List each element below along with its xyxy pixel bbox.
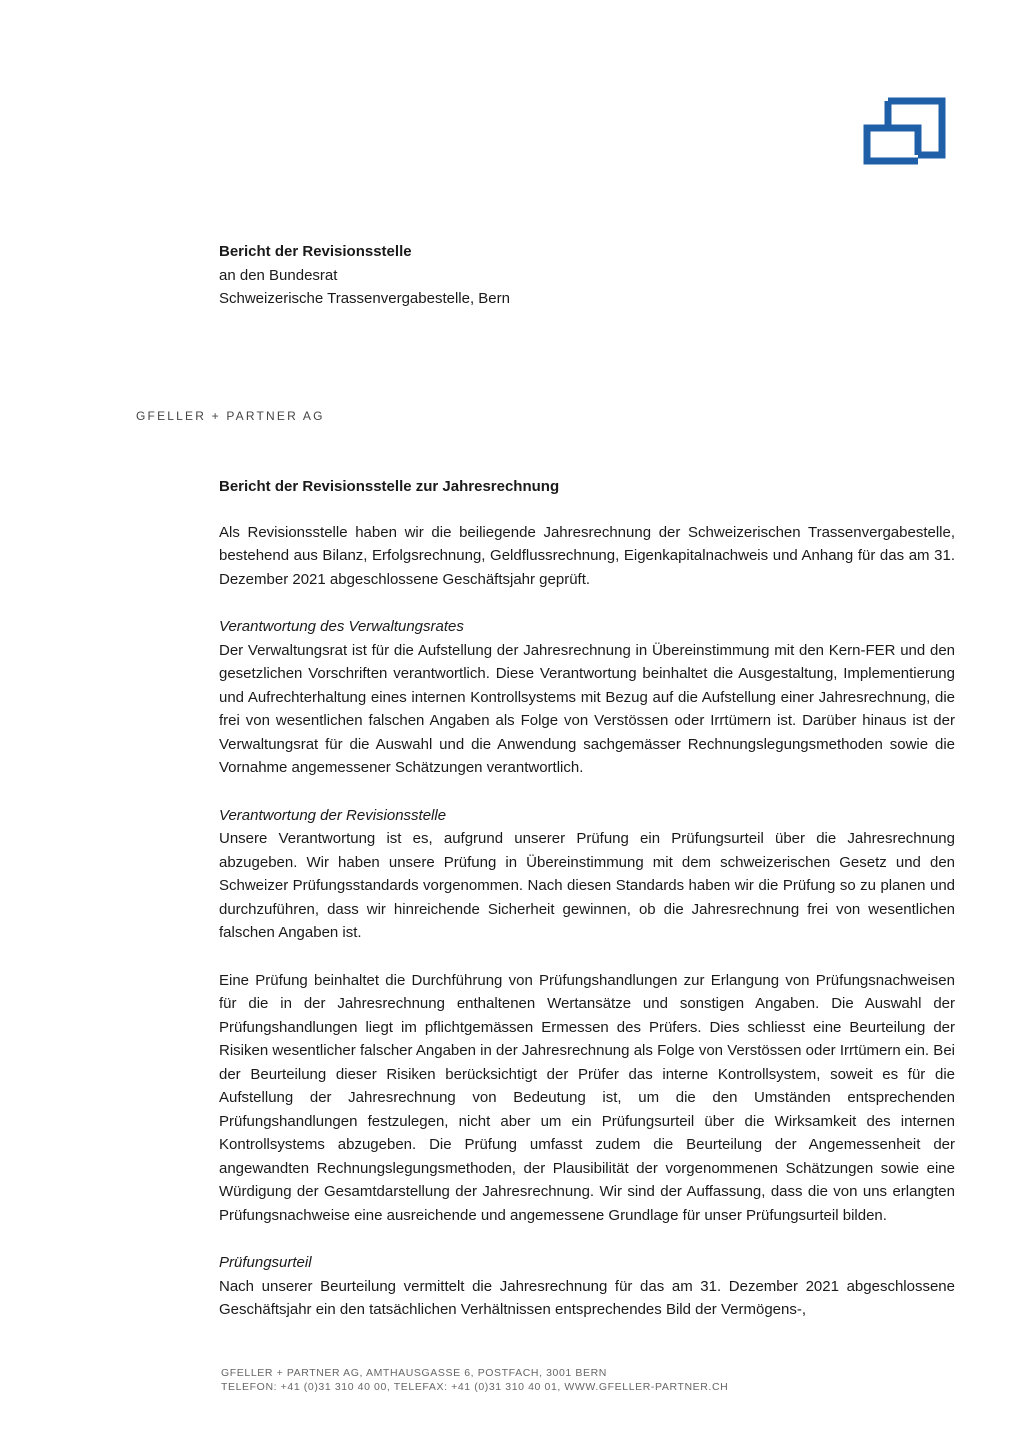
report-title: Bericht der Revisionsstelle zur Jahresrechnung xyxy=(219,478,560,495)
section-text-verwaltungsrat: Der Verwaltungsrat ist für die Aufstellung der Jahresrechnung in Übereinstimmung mit den Kern-FER und den gesetzlichen Vorschriften verantwortlich. Diese Verantwortung beinhaltet die Ausgestaltung, Implementierung und Aufrechterhaltung eines internen Kontrollsystems mit Bezug auf die Aufstellung einer Jahresrechnung, die frei von wesentlichen falschen Angaben als Folge von Verstössen oder Irrtümern ist. Darüber hinaus ist der Verwaltungsrat für die Auswahl und die Anwendung sachgemässer Rechnungslegungsmethoden sowie die Vornahme angemessener Schätzungen verantwortlich. xyxy=(219,641,955,776)
section-text-pruefung: Eine Prüfung beinhaltet die Durchführung von Prüfungshandlungen zur Erlangung von Prüfungsnachweisen für die in der Jahresrechnung enthaltenen Wertansätze und sonstigen Angaben. Die Auswahl der Prüfungshandlungen liegt im pflichtgemässen Ermessen des Prüfers. Dies schliesst eine Beurteilung der Risiken wesentlicher falscher Angaben in der Jahresrechnung als Folge von Verstössen oder Irrtümern ein. Bei der Beurteilung dieser Risiken berücksichtigt der Prüfer das interne Kontrollsystem, soweit es für die Aufstellung der Jahresrechnung von Bedeutung ist, um die den Umständen entsprechenden Prüfungshandlungen festzulegen, nicht aber um ein Prüfungsurteil über die Wirksamkeit des internen Kontrollsystems abzugeben. Die Prüfung umfasst zudem die Beurteilung der Angemessenheit der angewandten Rechnungslegungsmethoden, der Plausibilität der vorgenommenen Schätzungen sowie eine Würdigung der Gesamtdarstellung der Jahresrechnung. Wir sind der Auffassung, dass die von uns erlangten Prüfungsnachweise eine ausreichende und angemessene Grundlage für unser Prüfungsurteil bilden. xyxy=(219,971,955,1224)
page-footer xyxy=(221,1366,728,1394)
address-line-title: Bericht der Revisionsstelle xyxy=(219,243,412,260)
section-heading-revisionsstelle: Verantwortung der Revisionsstelle xyxy=(219,806,447,824)
company-wordmark: GFELLER + PARTNER AG xyxy=(136,409,325,423)
footer-address: GFELLER + PARTNER AG, AMTHAUSGASSE 6, POSTFACH, 3001 BERN xyxy=(221,1367,607,1379)
section-text-pruefungsurteil: Nach unserer Beurteilung vermittelt die Jahresrechnung für das am 31. Dezember 2021 abgeschlossene Geschäftsjahr ein den tatsächlichen Verhältnissen entsprechendes Bild der Vermögens-, xyxy=(219,1277,955,1318)
section-heading-verwaltungsrat: Verantwortung des Verwaltungsrates xyxy=(219,618,464,635)
address-line-recipient: an den Bundesrat xyxy=(219,266,338,284)
recipient-address xyxy=(219,240,510,311)
section-text-revisionsstelle: Unsere Verantwortung ist es, aufgrund unserer Prüfung ein Prüfungsurteil über die Jahresrechnung abzugeben. Wir haben unsere Prüfung in Übereinstimmung mit dem schweizerischen Gesetz und den Schweizer Prüfungsstandards vorgenommen. Nach diesen Standards haben wir die Prüfung so zu planen und durchzuführen, dass wir hinreichende Sicherheit gewinnen, ob die Jahresrechnung frei von wesentlichen falschen Angaben ist. xyxy=(219,830,955,941)
address-line-entity: Schweizerische Trassenvergabestelle, Bern xyxy=(219,290,510,307)
gfeller-partner-logo-icon xyxy=(862,96,948,166)
section-heading-pruefungsurteil: Prüfungsurteil xyxy=(219,1254,312,1271)
report-body xyxy=(219,475,955,1322)
footer-contact: TELEFON: +41 (0)31 310 40 00, TELEFAX: +41 (0)31 310 40 01, WWW.GFELLER-PARTNER.CH xyxy=(221,1381,729,1393)
intro-paragraph: Als Revisionsstelle haben wir die beiliegende Jahresrechnung der Schweizerischen Trassenvergabestelle, bestehend aus Bilanz, Erfolgsrechnung, Geldflussrechnung, Eigenkapitalnachweis und Anhang für das am 31. Dezember 2021 abgeschlossene Geschäftsjahr geprüft. xyxy=(219,523,955,588)
